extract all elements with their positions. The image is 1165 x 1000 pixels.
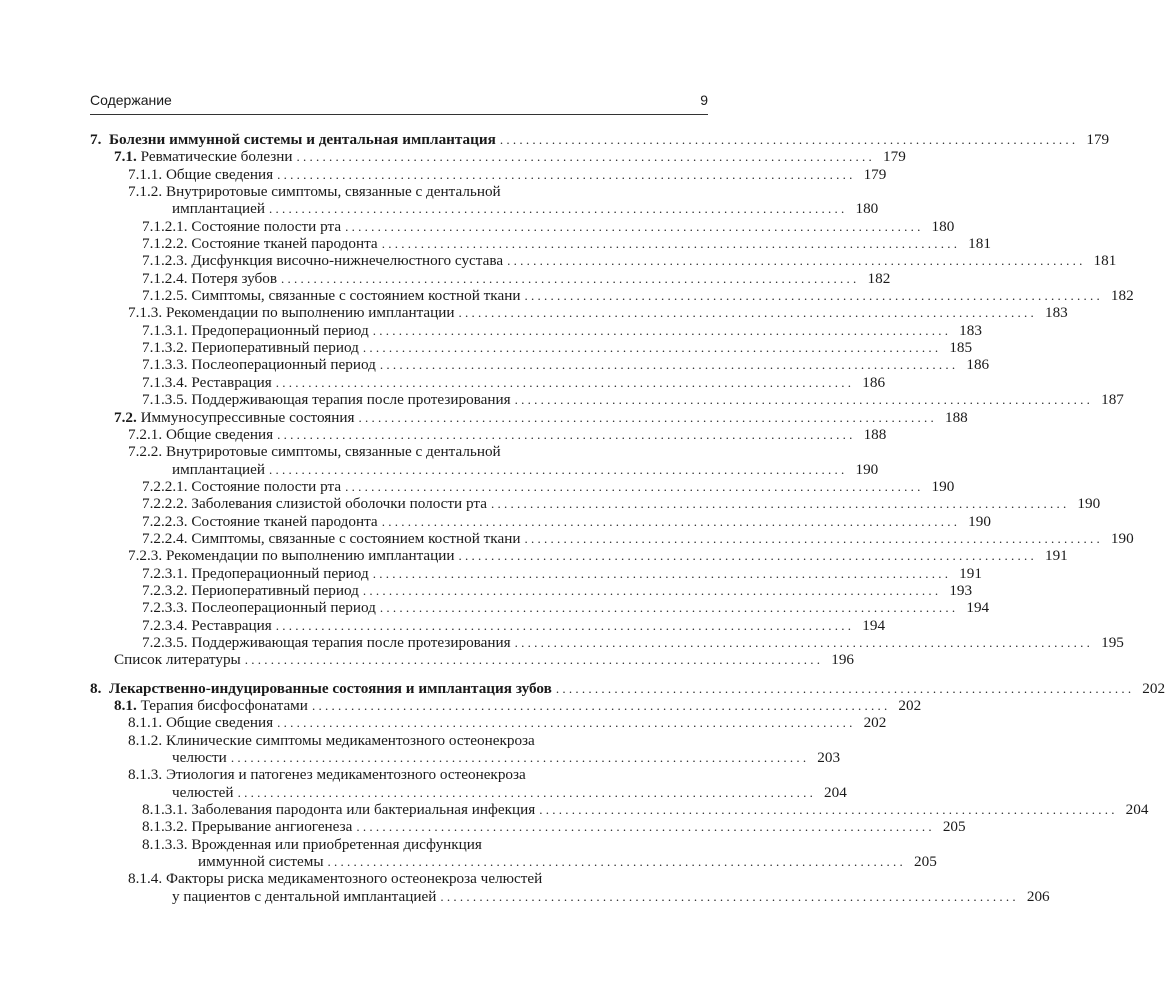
dot-leader xyxy=(276,617,851,634)
header-rule xyxy=(90,114,708,115)
toc-entry-number: 8.1.3.1. xyxy=(142,801,188,819)
toc-page-number: 188 xyxy=(944,408,968,426)
dot-leader xyxy=(556,680,1131,697)
toc-entry-title: Рекомендации по выполнению имплантации xyxy=(165,547,455,565)
toc-entry[interactable] xyxy=(90,269,891,287)
toc-entry-title: Внутриротовые симптомы, связанные с дентальной xyxy=(165,183,501,201)
toc-entry-number: 8.1.3.2. xyxy=(142,818,188,836)
dot-leader xyxy=(382,513,957,530)
toc-entry[interactable] xyxy=(90,633,1124,651)
toc-entry-number: 7.2.2.3. xyxy=(142,512,188,530)
toc-page-number: 179 xyxy=(863,165,887,183)
toc-page-number: 186 xyxy=(966,356,990,374)
toc-entry-number: 7.2.3.5. xyxy=(142,633,188,651)
toc-entry[interactable] xyxy=(90,443,708,460)
toc-page-number: 190 xyxy=(968,512,991,530)
dot-leader xyxy=(515,391,1090,408)
toc-page-number: 182 xyxy=(867,269,891,287)
toc-entry-title: Список литературы xyxy=(114,651,241,669)
dot-leader xyxy=(328,853,903,870)
toc-page-number: 180 xyxy=(931,217,955,235)
toc-entry-title: Реставрация xyxy=(191,616,272,634)
toc-entry[interactable] xyxy=(90,529,1134,547)
toc-entry-title: Предоперационный период xyxy=(191,321,369,339)
toc-entry[interactable] xyxy=(90,495,1101,513)
dot-leader xyxy=(363,339,938,356)
dot-leader xyxy=(238,784,813,801)
toc-entry[interactable] xyxy=(90,235,991,253)
dot-leader xyxy=(359,409,934,426)
dot-leader xyxy=(459,304,1034,321)
dot-leader xyxy=(245,651,820,668)
toc-page-number: 183 xyxy=(1044,304,1068,322)
toc-entry[interactable] xyxy=(90,287,1134,305)
dot-leader xyxy=(373,322,948,339)
toc-entry-number: 7.2.3. xyxy=(128,547,163,565)
dot-leader xyxy=(363,582,938,599)
toc-page-number: 179 xyxy=(1086,131,1110,148)
toc-entry-title: Периоперативный период xyxy=(191,339,359,357)
toc-entry[interactable] xyxy=(90,679,1165,697)
toc-entry-title: Периоперативный период xyxy=(191,581,359,599)
toc-entry-number: 7. xyxy=(90,131,102,148)
dot-leader xyxy=(380,356,955,373)
toc-entry[interactable] xyxy=(90,697,922,714)
toc-entry-title: Поддерживающая терапия после протезирования xyxy=(191,391,511,409)
toc-entry[interactable] xyxy=(90,425,887,443)
toc-page-number: 194 xyxy=(862,616,886,634)
toc-page-number: 194 xyxy=(966,599,990,617)
toc-entry-number: 7.1. xyxy=(114,148,137,166)
toc-entry[interactable] xyxy=(90,853,937,871)
dot-leader xyxy=(277,166,852,183)
dot-leader xyxy=(380,599,955,616)
dot-leader xyxy=(269,200,844,217)
toc-entry-number: 8.1.4. xyxy=(128,870,163,888)
toc-entry-number: 7.1.2.4. xyxy=(142,269,188,287)
toc-entry[interactable] xyxy=(90,252,1117,270)
dot-leader xyxy=(500,131,1075,148)
toc-entry-title: Поддерживающая терапия после протезирования xyxy=(191,633,511,651)
toc-entry[interactable] xyxy=(90,651,854,669)
dot-leader xyxy=(281,270,856,287)
toc-entry[interactable] xyxy=(90,581,973,599)
toc-entry-number: 7.1.3.2. xyxy=(142,339,188,357)
toc-entry-title: Врожденная или приобретенная дисфункция xyxy=(191,835,482,853)
toc-page-number: 179 xyxy=(883,148,906,166)
toc-page-number: 204 xyxy=(824,783,847,801)
toc-entry-title: Общие сведения xyxy=(165,425,274,443)
toc-entry[interactable] xyxy=(90,373,886,391)
toc-entry-title: Дисфункция височно-нижнечелюстного сустава xyxy=(191,252,504,270)
dot-leader xyxy=(345,478,920,495)
toc-entry-title: Терапия бисфосфонатами xyxy=(140,697,308,714)
toc-entry[interactable] xyxy=(90,131,1110,148)
toc-entry-title-continuation: иммунной системы xyxy=(198,853,324,871)
toc-entry-number: 7.2.3.2. xyxy=(142,581,188,599)
toc-entry-title: Иммуносупрессивные состояния xyxy=(140,408,355,426)
toc-entry-title: Этиология и патогенез медикаментозного остеонекроза xyxy=(165,766,526,784)
toc-page-number: 185 xyxy=(949,339,973,357)
toc-page-number: 187 xyxy=(1101,391,1124,409)
dot-leader xyxy=(277,426,852,443)
toc-entry-title: Клинические симптомы медикаментозного остеонекроза xyxy=(165,731,535,749)
dot-leader xyxy=(515,634,1090,651)
dot-leader xyxy=(312,697,887,714)
toc-page-number: 193 xyxy=(949,581,973,599)
toc-entry-title: Заболевания пародонта или бактериальная инфекция xyxy=(191,801,536,819)
toc-page-number: 205 xyxy=(914,853,937,871)
toc-entry-number: 8.1.2. xyxy=(128,731,163,749)
toc-entry-number: 8.1.1. xyxy=(128,714,163,732)
dot-leader xyxy=(345,218,920,235)
toc-entry[interactable] xyxy=(90,766,708,783)
toc-entry-title: Предоперационный период xyxy=(191,564,369,582)
toc-entry[interactable] xyxy=(90,512,991,530)
toc-entry-number: 7.2.2.2. xyxy=(142,495,188,513)
toc-entry-number: 7.1.3.1. xyxy=(142,321,188,339)
toc-entry-title: Заболевания слизистой оболочки полости рта xyxy=(191,495,487,513)
toc-entry[interactable] xyxy=(90,836,708,853)
dot-leader xyxy=(524,287,1099,304)
toc-entry-number: 7.2.2.4. xyxy=(142,529,188,547)
toc-entry[interactable] xyxy=(90,616,886,634)
toc-entry-title: Послеоперационный период xyxy=(191,356,376,374)
toc-page-number: 190 xyxy=(1077,495,1101,513)
running-header xyxy=(90,92,708,112)
toc-entry[interactable] xyxy=(90,818,966,836)
header-title: Содержание xyxy=(90,92,172,108)
dot-leader xyxy=(507,252,1082,269)
toc-entry-number: 7.1.2.3. xyxy=(142,252,188,270)
toc-entry-number: 7.1.2.2. xyxy=(142,235,188,253)
toc-entry-number: 7.2. xyxy=(114,408,137,426)
toc-entry-number: 7.2.3.4. xyxy=(142,616,188,634)
toc-entry[interactable] xyxy=(90,391,1124,409)
toc-entry-number: 7.1.1. xyxy=(128,165,163,183)
dot-leader xyxy=(440,888,1015,905)
toc-entry[interactable] xyxy=(90,564,982,582)
toc-page-number: 181 xyxy=(1093,252,1117,270)
toc-page-number: 204 xyxy=(1125,801,1149,819)
toc-entry[interactable] xyxy=(90,217,955,235)
toc-page-number: 206 xyxy=(1026,887,1050,905)
toc-page-number: 202 xyxy=(898,697,922,714)
toc-entry-title: Потеря зубов xyxy=(191,269,278,287)
toc-entry-title: Общие сведения xyxy=(165,714,274,732)
toc-entry-title: Состояние тканей пародонта xyxy=(191,235,378,253)
toc-entry-number: 7.1.2.1. xyxy=(142,217,188,235)
toc-page-number: 196 xyxy=(831,651,854,669)
dot-leader xyxy=(276,374,851,391)
toc-entry[interactable] xyxy=(90,356,990,374)
toc-entry-number: 7.1.3.3. xyxy=(142,356,188,374)
toc-entry[interactable] xyxy=(90,408,968,426)
toc-page-number: 190 xyxy=(1110,529,1134,547)
toc-entry-number: 7.2.2.1. xyxy=(142,477,188,495)
toc-page-number: 190 xyxy=(931,477,955,495)
toc-entry-title-continuation: имплантацией xyxy=(172,460,266,478)
toc-entry[interactable] xyxy=(90,749,841,767)
toc-entry[interactable] xyxy=(90,200,879,218)
dot-leader xyxy=(491,495,1066,512)
toc-page-number: 188 xyxy=(863,425,887,443)
toc-entry-title: Внутриротовые симптомы, связанные с дентальной xyxy=(165,443,501,461)
toc-entry-title-continuation: имплантацией xyxy=(172,200,266,218)
dot-leader xyxy=(382,235,957,252)
toc-entry-title: Прерывание ангиогенеза xyxy=(191,818,353,836)
toc-page-number: 195 xyxy=(1101,633,1124,651)
toc-entry-title: Симптомы, связанные с состоянием костной ткани xyxy=(191,529,521,547)
dot-leader xyxy=(297,148,872,165)
toc-entry-number: 7.1.3.5. xyxy=(142,391,188,409)
toc-entry-number: 8.1.3.3. xyxy=(142,835,188,853)
toc-entry[interactable] xyxy=(90,460,879,478)
toc-entry-title: Состояние тканей пародонта xyxy=(191,512,378,530)
toc-page-number: 191 xyxy=(1044,547,1068,565)
toc-entry-title: Симптомы, связанные с состоянием костной ткани xyxy=(191,287,521,305)
dot-leader xyxy=(277,714,852,731)
toc-page-number: 182 xyxy=(1110,287,1134,305)
dot-leader xyxy=(269,461,844,478)
table-of-contents xyxy=(90,131,1165,905)
header-page-number: 9 xyxy=(700,92,708,108)
toc-page-number: 180 xyxy=(855,200,879,218)
toc-entry[interactable] xyxy=(90,714,887,732)
toc-entry[interactable] xyxy=(90,477,955,495)
toc-entry[interactable] xyxy=(90,339,973,357)
toc-entry[interactable] xyxy=(90,599,990,617)
toc-entry-title: Лекарственно-индуцированные состояния и имплантация зубов xyxy=(108,679,552,697)
toc-entry[interactable] xyxy=(90,304,1068,322)
toc-entry-title: Рекомендации по выполнению имплантации xyxy=(165,304,455,322)
toc-page-number: 191 xyxy=(959,564,982,582)
dot-leader xyxy=(539,801,1114,818)
toc-chapter xyxy=(90,131,1134,669)
toc-entry-number: 7.2.3.1. xyxy=(142,564,188,582)
toc-page-number: 186 xyxy=(862,373,886,391)
toc-page-number: 202 xyxy=(1142,679,1165,697)
toc-entry-number: 7.1.3. xyxy=(128,304,163,322)
toc-entry[interactable] xyxy=(90,547,1068,565)
toc-entry-number: 7.2.3.3. xyxy=(142,599,188,617)
toc-entry-title: Послеоперационный период xyxy=(191,599,376,617)
dot-leader xyxy=(524,530,1099,547)
toc-entry-number: 8.1. xyxy=(114,697,137,714)
dot-leader xyxy=(356,818,931,835)
toc-page-number: 205 xyxy=(942,818,966,836)
toc-entry-number: 8. xyxy=(90,679,102,697)
dot-leader xyxy=(231,749,806,766)
toc-entry-title: Факторы риска медикаментозного остеонекроза челюстей xyxy=(165,870,543,888)
toc-entry-number: 8.1.3. xyxy=(128,766,163,784)
dot-leader xyxy=(373,565,948,582)
toc-entry-number: 7.2.1. xyxy=(128,425,163,443)
toc-chapter xyxy=(90,679,1165,905)
toc-page-number: 183 xyxy=(959,321,982,339)
toc-entry[interactable] xyxy=(90,783,847,801)
toc-entry-title: Ревматические болезни xyxy=(140,148,293,166)
toc-entry-title: Состояние полости рта xyxy=(191,477,342,495)
toc-entry-number: 7.1.2.5. xyxy=(142,287,188,305)
toc-entry-title-continuation: у пациентов с дентальной имплантацией xyxy=(172,887,437,905)
toc-entry[interactable] xyxy=(90,732,708,749)
toc-entry[interactable] xyxy=(90,801,1149,819)
toc-entry-number: 7.1.2. xyxy=(128,183,163,201)
toc-page-number: 181 xyxy=(968,235,991,253)
toc-entry-title-continuation: челюстей xyxy=(172,783,234,801)
toc-entry-title: Реставрация xyxy=(191,373,272,391)
toc-entry[interactable] xyxy=(90,887,1050,905)
toc-entry[interactable] xyxy=(90,148,906,166)
toc-entry[interactable] xyxy=(90,321,982,339)
toc-entry-title: Общие сведения xyxy=(165,165,274,183)
toc-entry-title: Болезни иммунной системы и дентальная имплантация xyxy=(108,131,496,148)
toc-entry-number: 7.1.3.4. xyxy=(142,373,188,391)
dot-leader xyxy=(459,547,1034,564)
toc-page-number: 190 xyxy=(855,460,879,478)
toc-entry-number: 7.2.2. xyxy=(128,443,163,461)
toc-page-number: 202 xyxy=(863,714,887,732)
toc-entry-title: Состояние полости рта xyxy=(191,217,342,235)
toc-page-number: 203 xyxy=(817,749,841,767)
toc-entry[interactable] xyxy=(90,870,708,887)
toc-entry[interactable] xyxy=(90,165,887,183)
toc-entry-title-continuation: челюсти xyxy=(172,749,227,767)
toc-entry[interactable] xyxy=(90,183,708,200)
